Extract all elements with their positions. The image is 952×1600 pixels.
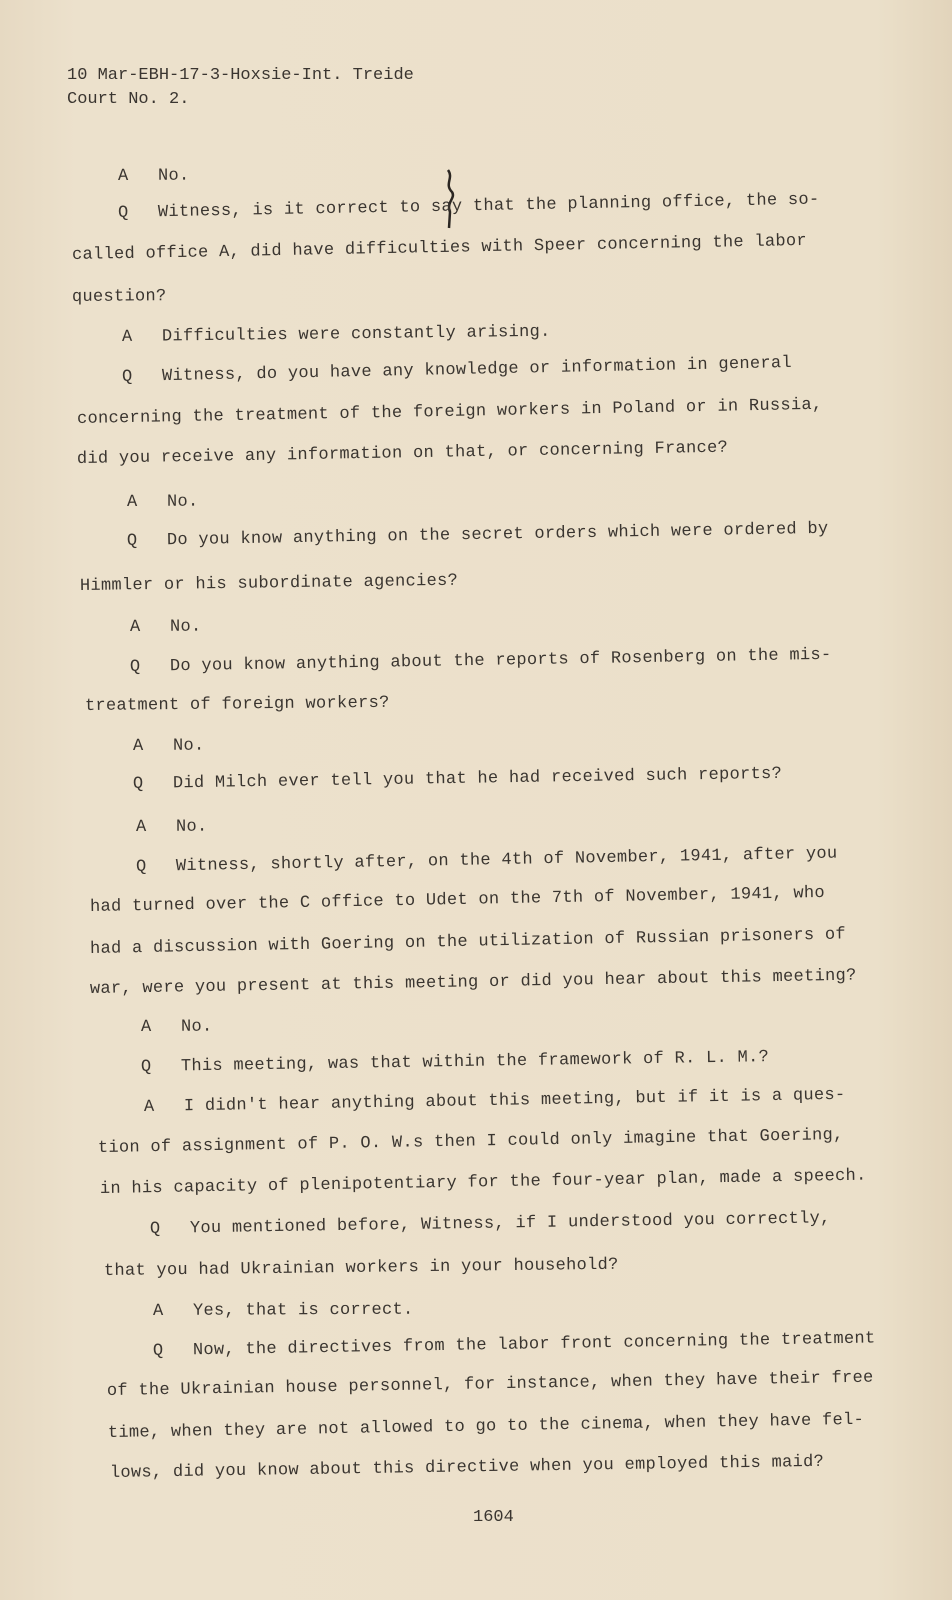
speaker-label: Q <box>135 857 147 877</box>
speaker-label: A <box>121 327 133 347</box>
transcript-line <box>77 396 823 429</box>
line-text: Witness, shortly after, on the 4th of November, 1941, after you <box>175 844 838 877</box>
transcript-line <box>136 818 208 837</box>
speaker-label: Q <box>121 367 133 387</box>
line-text: You mentioned before, Witness, if I understood you correctly, <box>189 1209 831 1239</box>
line-text: Witness, is it correct to say that the planning office, the so- <box>157 190 820 223</box>
speaker-label: A <box>140 1017 152 1037</box>
line-text: Now, the directives from the labor front concerning the treatment <box>192 1329 876 1361</box>
transcript-line <box>153 1329 876 1361</box>
speaker-label: Q <box>117 203 129 223</box>
line-text: Do you know anything about the reports of Rosenberg on the mis- <box>169 645 832 677</box>
speaker-label: A <box>152 1301 164 1321</box>
line-text: lows, did you know about this directive when you employed this maid? <box>109 1452 825 1483</box>
transcript-line <box>133 765 782 794</box>
line-text: No. <box>157 166 190 186</box>
line-text: called office A, did have difficulties with Speer concerning the labor <box>71 231 808 265</box>
speaker-label: A <box>126 492 138 512</box>
line-text: Did Milch ever tell you that he had received such reports? <box>172 764 783 794</box>
line-text: No. <box>180 1017 213 1037</box>
line-text: Himmler or his subordinate agencies? <box>79 571 459 596</box>
transcript-line <box>153 1301 414 1321</box>
transcript-line <box>80 572 458 596</box>
header-case-line: 10 Mar-EBH-17-3-Hoxsie-Int. Treide <box>67 66 414 85</box>
transcript-line <box>127 493 199 512</box>
transcript-line <box>133 737 205 756</box>
speaker-label: Q <box>152 1341 164 1361</box>
line-text: Do you know anything on the secret orders which were ordered by <box>166 519 829 551</box>
transcript-line <box>150 1209 831 1239</box>
line-text: question? <box>71 287 167 307</box>
speaker-label: A <box>135 817 147 837</box>
speaker-label: Q <box>129 657 141 677</box>
transcript-line <box>85 694 390 716</box>
line-text: I didn't hear anything about this meeting, but if it is a ques- <box>183 1085 846 1117</box>
line-text: No. <box>169 617 202 637</box>
speaker-label: Q <box>149 1219 161 1239</box>
transcript-line <box>107 1369 874 1401</box>
line-text: Witness, do you have any knowledge or information in general <box>161 353 793 387</box>
line-text: This meeting, was that within the framework of R. L. M.? <box>180 1048 770 1077</box>
speaker-label: A <box>129 617 141 637</box>
transcript-line <box>122 354 792 387</box>
transcript-line <box>136 845 838 877</box>
transcript-line <box>118 167 190 186</box>
transcript-line <box>144 1086 846 1117</box>
transcript-line <box>122 323 551 347</box>
line-text: treatment of foreign workers? <box>84 693 390 716</box>
line-text: did you receive any information on that, or concerning France? <box>76 438 729 469</box>
line-text: No. <box>166 492 199 512</box>
transcript-line <box>90 884 825 917</box>
speaker-label: A <box>132 736 144 756</box>
line-text: concerning the treatment of the foreign workers in Poland or in Russia, <box>76 395 823 429</box>
transcript-line <box>130 618 202 637</box>
transcript-line <box>90 967 857 999</box>
transcript-line <box>130 646 832 677</box>
line-text: had a discussion with Goering on the utilization of Russian prisoners of <box>89 925 847 959</box>
line-text: time, when they are not allowed to go to the cinema, when they have fel- <box>107 1410 865 1443</box>
transcript-line <box>104 1256 619 1281</box>
line-text: Yes, that is correct. <box>192 1300 414 1321</box>
line-text: Difficulties were constantly arising. <box>161 322 551 347</box>
line-text: tion of assignment of P. O. W.s then I could only imagine that Goering, <box>97 1125 844 1158</box>
line-text: No. <box>172 736 205 756</box>
transcript-line <box>77 439 728 469</box>
line-text: No. <box>175 817 208 837</box>
transcript-line <box>72 232 807 265</box>
line-text: of the Ukrainian house personnel, for instance, when they have their free <box>106 1368 874 1401</box>
transcript-line <box>90 925 846 959</box>
transcript-line <box>110 1453 824 1483</box>
speaker-label: Q <box>132 774 144 794</box>
line-text: had turned over the C office to Udet on the 7th of November, 1941, who <box>89 883 826 917</box>
header-court-line: Court No. 2. <box>67 90 190 109</box>
line-text: that you had Ukrainian workers in your household? <box>103 1255 619 1281</box>
page-number: 1604 <box>473 1508 514 1527</box>
line-text: war, were you present at this meeting or did you hear about this meeting? <box>89 966 857 999</box>
speaker-label: Q <box>126 531 138 551</box>
speaker-label: A <box>117 166 129 186</box>
transcript-line <box>108 1411 864 1443</box>
transcript-line <box>118 191 820 223</box>
transcript-line <box>141 1048 769 1077</box>
transcript-line <box>127 520 829 551</box>
transcript-line <box>98 1126 844 1158</box>
transcript-line <box>141 1018 213 1037</box>
line-text: in his capacity of plenipotentiary for the four-year plan, made a speech. <box>99 1166 867 1199</box>
transcript-line <box>72 287 167 307</box>
transcript-line <box>100 1167 867 1199</box>
speaker-label: A <box>143 1097 155 1117</box>
document-header <box>67 64 414 112</box>
speaker-label: Q <box>140 1057 152 1077</box>
